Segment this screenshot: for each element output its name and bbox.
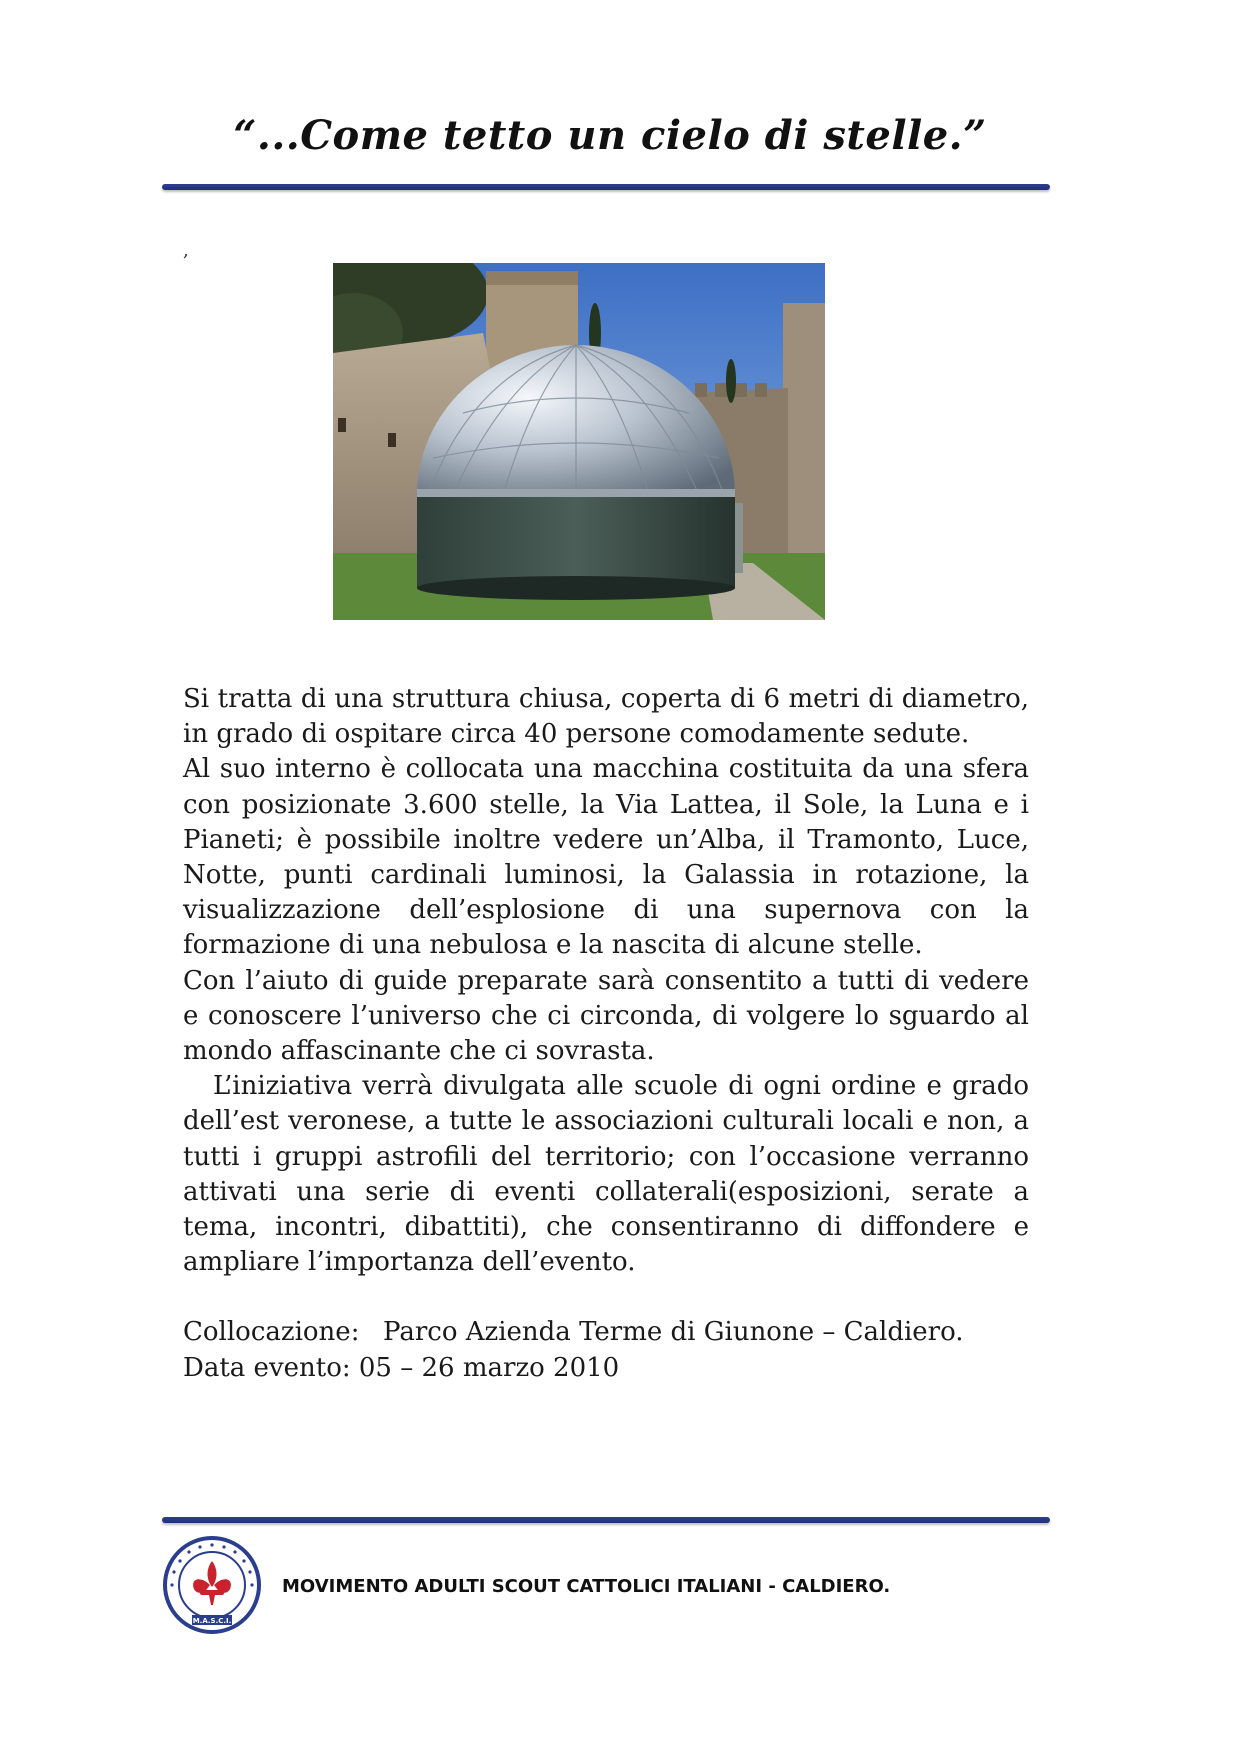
paragraph: L’iniziativa verrà divulgata alle scuole di ogni ordine e grado dell’est veronese, a tutte le associazioni culturali locali e non, a tutti i gruppi astrofili del territorio; con l’occasione verranno attivati una serie di eventi collaterali(esposizioni, serate a tema, incontri, dibattiti), che consentiranno di diffondere e ampliare l’importanza dell’evento. [183,1071,1029,1278]
stray-mark: , [183,240,189,261]
footer-divider [162,1517,1050,1523]
logo-acronym: M.A.S.C.I. [192,1617,232,1625]
location-value: Parco Azienda Terme di Giunone – Caldiero. [383,1317,964,1348]
masci-logo [162,1535,262,1635]
paragraph: Si tratta di una struttura chiusa, coperta di 6 metri di diametro, in grado di ospitare circa 40 persone comodamente sedute. [183,684,1029,750]
paragraph: Al suo interno è collocata una macchina costituita da una sfera con posizionate 3.600 stelle, la Via Lattea, il Sole, la Luna e i Pianeti; è possibile inoltre vedere un’Alba, il Tramonto, Luce, Notte, punti cardinali luminosi, la Galassia in rotazione, la visualizzazione dell’esplosione di una supernova con la formazione di una nebulosa e la nascita di alcune stelle. [183,754,1029,961]
body-text [183,682,1029,1386]
location-label: Collocazione: [183,1317,360,1348]
page-title: “...Come tetto un cielo di stelle.” [233,112,987,159]
header-divider [162,184,1050,190]
planetarium-dome-photo [333,263,825,620]
organization-name: MOVIMENTO ADULTI SCOUT CATTOLICI ITALIANI - CALDIERO. [282,1576,891,1597]
paragraph: Con l’aiuto di guide preparate sarà consentito a tutti di vedere e conoscere l’universo che ci circonda, di volgere lo sguardo al mondo affascinante che ci sovrasta. [183,965,1029,1067]
location-line [183,1315,1029,1350]
date-line: Data evento: 05 – 26 marzo 2010 [183,1352,620,1383]
